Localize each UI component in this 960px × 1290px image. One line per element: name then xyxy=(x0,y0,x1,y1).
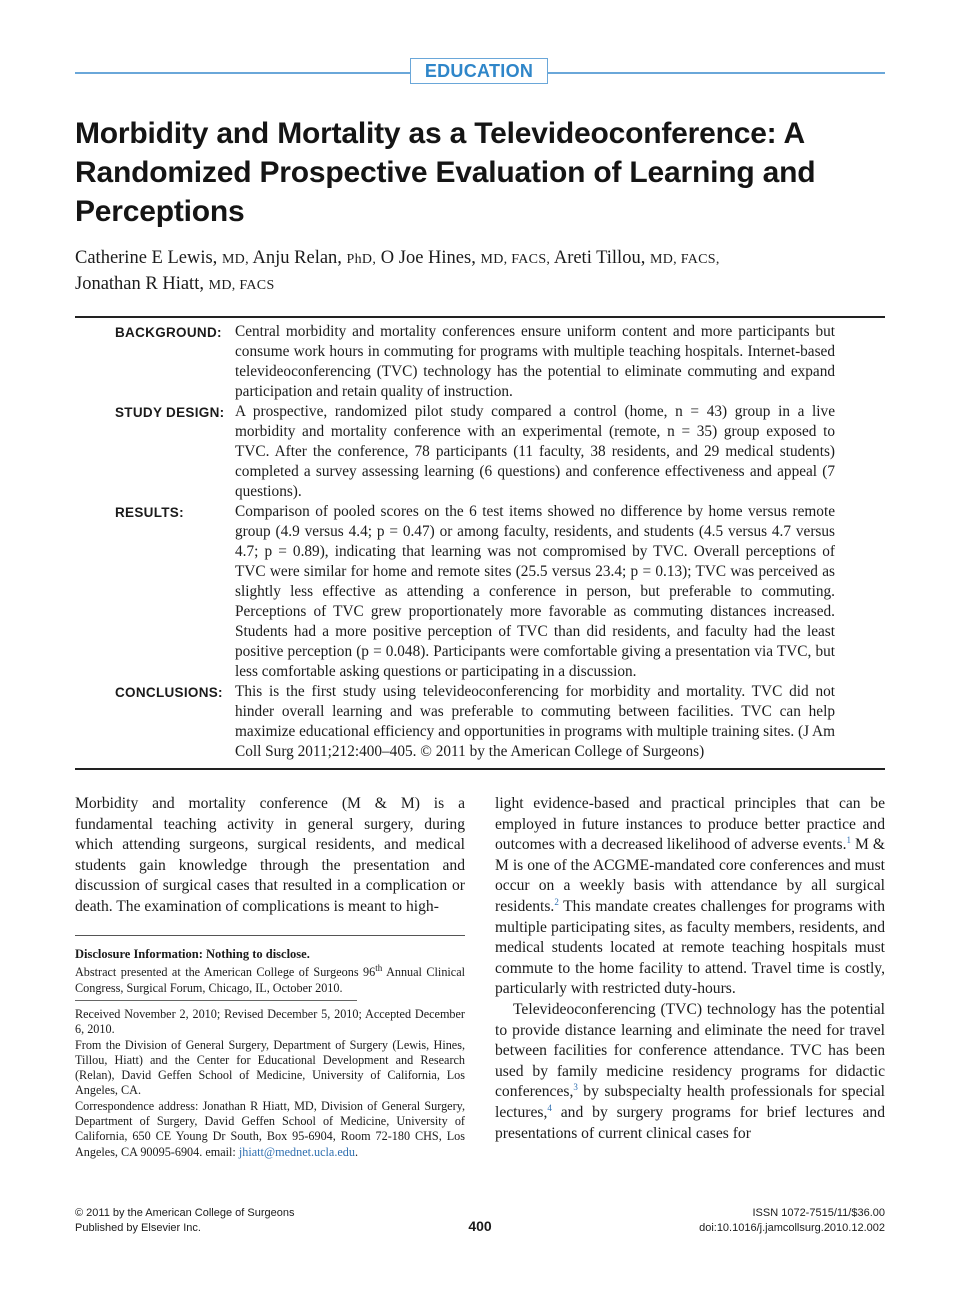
footnote-separator xyxy=(75,1000,357,1001)
author-name: Anju Relan, xyxy=(252,248,342,268)
body-paragraph xyxy=(495,794,885,1000)
body-paragraph: Morbidity and mortality conference (M & M) is a fundamental teaching activity in general surgery, during which attending surgeons, surgical residents, and medical students gain knowledge through the presentation and discussion of surgical cases that resulted in a complication or death. The examination of complications is meant to high- xyxy=(75,795,465,915)
doi: doi:10.1016/j.jamcollsurg.2010.12.002 xyxy=(699,1222,885,1234)
page-number: 400 xyxy=(468,1218,492,1234)
footnotes-bottom xyxy=(75,1007,465,1160)
abstract-text: This is the first study using televideoconferencing for morbidity and mortality. TVC did not hinder overall learning and was preferable to commuting between facilities. TVC can help maximize educational efficiency and opportunities in programs with multiple training sites. (J Am Coll Surg 2011;212:400–405. © 2011 by the American College of Surgeons) xyxy=(235,683,835,760)
body-text: and by surgery programs for brief lectures and presentations of current clinical cases for xyxy=(495,1103,885,1142)
abstract-label: STUDY DESIGN: xyxy=(115,405,225,420)
author-degrees: MD, FACS, xyxy=(480,252,551,267)
copyright: © 2011 by the American College of Surgeons xyxy=(75,1207,295,1219)
body-text: Televideoconferencing (TVC) technology has the potential to provide distance learning and eliminate the need for travel between facilities for conference attendance. TVC has been used by family medicine residency programs for didactic conferences, xyxy=(495,1000,885,1101)
abstract xyxy=(75,322,885,762)
body-paragraph xyxy=(495,1000,885,1144)
author-name: Jonathan R Hiatt, xyxy=(75,274,204,294)
body-text: light evidence-based and practical principles that can be employed in future instances to produce better practice and outcomes with a decreased likelihood of adverse events. xyxy=(495,795,885,854)
body-column-right xyxy=(495,794,885,1144)
affiliation-note: From the Division of General Surgery, Department of Surgery (Lewis, Hines, Tillou, Hiatt) and the Center for Educational Development and Research (Relan), David Geffen School of Medicine, University of California, Los Angeles, CA. xyxy=(75,1037,465,1098)
reference-link[interactable]: 4 xyxy=(547,1102,552,1113)
abstract-text: A prospective, randomized pilot study compared a control (home, n = 43) group in a live morbidity and mortality conference with an experimental (remote, n = 35) group exposed to TVC. After the conference, 78 participants (11 faculty, 38 residents, and 29 medical students) completed a survey assessing learning (6 questions) and conference effectiveness and appeal (7 questions). xyxy=(235,403,835,500)
body-column-left xyxy=(75,794,465,918)
author-degrees: MD, FACS xyxy=(208,278,275,293)
abstract-label: CONCLUSIONS: xyxy=(115,685,223,700)
abstract-text: Comparison of pooled scores on the 6 test items showed no difference by home versus remote group (4.9 versus 4.4; p = 0.47) or among faculty, residents, and students (4.5 versus 4.7 versus 4.7; p = 0.89), indicating that learning was not compromised by TVC. Overall perceptions of TVC were similar for home and remote sites (25.5 versus 23.4; p = 0.13); TVC was perceived as slightly less effective as attending a conference in person, but preferable to commuting. Perceptions of TVC grew proportionately more favorable as commuting distances increased. Students had a more positive perception of TVC than did residents, and faculty had the least positive perception (p = 0.048). Participants were comfortable giving a presentation via TVC, but less comfortable asking questions or participating in a discussion. xyxy=(235,503,835,680)
presentation-note-text: Abstract presented at the American College of Surgeons 96 xyxy=(75,965,376,980)
author-list xyxy=(75,246,885,298)
author-name: Areti Tillou, xyxy=(553,248,646,268)
abstract-label: BACKGROUND: xyxy=(115,325,222,340)
section-label: EDUCATION xyxy=(410,58,548,84)
correspondence-note xyxy=(75,1099,465,1160)
publisher: Published by Elsevier Inc. xyxy=(75,1222,201,1234)
reference-link[interactable]: 3 xyxy=(573,1082,578,1093)
body-text: M & M is one of the ACGME-mandated core conferences and must occur on a weekly basis with attendance by all surgical residents. xyxy=(495,836,885,915)
author-degrees: MD, xyxy=(221,252,249,267)
email-link[interactable]: jhiatt@mednet.ucla.edu xyxy=(238,1144,355,1159)
presentation-note-text: Annual Clinical Congress, Surgical Forum, Chicago, IL, October 2010. xyxy=(75,965,466,995)
footer-right xyxy=(699,1206,885,1236)
body-text: This mandate creates challenges for programs with multiple participating sites, as faculty members, residents, and medical students located at remote teaching hospitals must commute to the home facility to attend. Travel time is costly, particularly with restricted duty-hours. xyxy=(495,897,885,998)
article-title: Morbidity and Mortality as a Televideoconference: A Randomized Prospective Evaluation of Learning and Perceptions xyxy=(75,117,816,228)
reference-link[interactable]: 1 xyxy=(846,835,851,845)
footnotes-top xyxy=(75,947,465,996)
issn: ISSN 1072-7515/11/$36.00 xyxy=(752,1207,885,1219)
abstract-text: Central morbidity and mortality conferences ensure uniform content and more participants but consume work hours in commuting for programs with multiple teaching hospitals. Internet-based televideoconferencing (TVC) technology has the potential to eliminate commuting and expand participation and retain quality of instruction. xyxy=(235,323,835,400)
correspondence-text: Correspondence address: Jonathan R Hiatt, MD, Division of General Surgery, Department of Surgery, David Geffen School of Medicine, University of California, 650 CE Young Dr South, Box 95-6904, Room 72-180 CHS, Los Angeles, CA 90095-6904. email: xyxy=(75,1098,465,1159)
author-degrees: MD, FACS, xyxy=(649,252,720,267)
abstract-results xyxy=(75,502,885,682)
section-rule-right xyxy=(548,72,885,74)
abstract-label: RESULTS: xyxy=(115,505,184,520)
abstract-study-design xyxy=(75,402,885,502)
abstract-top-rule xyxy=(75,316,885,318)
abstract-bottom-rule xyxy=(75,768,885,770)
author-name: Catherine E Lewis, xyxy=(75,248,218,268)
abstract-conclusions xyxy=(75,682,885,762)
body-text: by subspecialty health professionals for special lectures, xyxy=(495,1083,885,1121)
presentation-note xyxy=(75,965,465,996)
author-name: O Joe Hines, xyxy=(380,248,476,268)
footer-left xyxy=(75,1206,294,1236)
reference-link[interactable]: 2 xyxy=(554,896,559,907)
correspondence-text: . xyxy=(354,1144,359,1159)
footnote-rule xyxy=(75,935,465,936)
disclosure-note: Disclosure Information: Nothing to disclose. xyxy=(75,947,310,961)
author-degrees: PhD, xyxy=(346,252,377,267)
abstract-background xyxy=(75,322,885,402)
received-note: Received November 2, 2010; Revised December 5, 2010; Accepted December 6, 2010. xyxy=(75,1007,465,1037)
ordinal-superscript: th xyxy=(375,963,383,974)
section-rule-left xyxy=(75,72,410,74)
